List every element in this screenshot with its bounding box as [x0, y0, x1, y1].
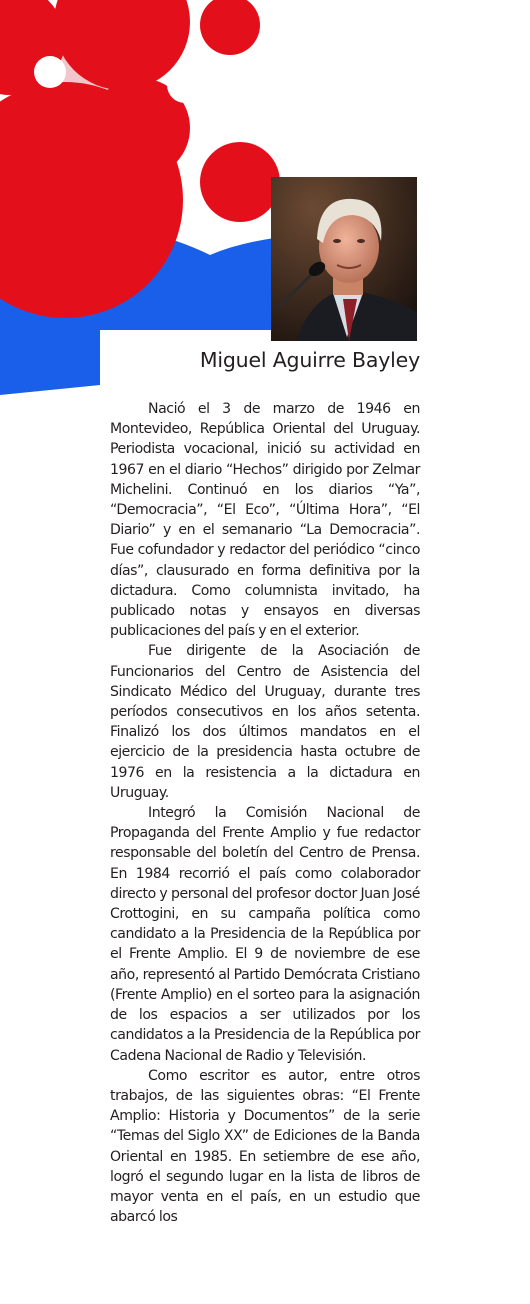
red-circle-right: [200, 142, 280, 222]
person-name: Miguel Aguirre Bayley: [199, 348, 420, 372]
white-bubble-1: [34, 56, 66, 88]
red-circle-small: [200, 0, 260, 55]
bio-paragraph-2: Fue dirigente de la Asociación de Funcionarios del Centro de Asistencia del Sindicato Médico del Uruguay, durante tres períodos consecutivos en los años setenta. Finalizó los dos últimos mandatos en el ejercicio de la presidencia hasta octubre de 1976 en la resistencia a la dictadura en Uruguay.: [110, 643, 420, 801]
biography-text: [110, 399, 420, 1227]
decorative-circles: [0, 0, 530, 400]
bio-paragraph-1: Nació el 3 de marzo de 1946 en Montevideo, República Oriental del Uruguay. Periodista vocacional, inició su actividad en 1967 en el diario “Hechos” dirigido por Zelmar Michelini. Continuó en los diarios “Ya”, “Democracia”, “El Eco”, “Última Hora”, “El Diario” y en el semanario “La Democracia”. Fue cofundador y redactor del periódico “cinco días”, clausurado en forma definitiva por la dictadura. Como columnista invitado, ha publicado notas y ensayos en diversas publicaciones del país y en el exterior.: [110, 401, 420, 640]
bio-paragraph-3: Integró la Comisión Nacional de Propaganda del Frente Amplio y fue redactor responsable del boletín del Centro de Prensa. En 1984 recorrió el país como colaborador directo y personal del profesor doctor Juan José Crottogini, en su campaña política como candidato a la Presidencia de la República por el Frente Amplio. El 9 de noviembre de ese año, representó al Partido Demócrata Cristiano (Frente Amplio) en el sorteo para la asignación de los espacios a ser utilizados por los candidatos a la Presidencia de la República por Cadena Nacional de Radio y Televisión.: [110, 805, 420, 1064]
portrait-photo: [271, 177, 417, 341]
bio-paragraph-4: Como escritor es autor, entre otros trabajos, de las siguientes obras: “El Frente Amplio: Historia y Documentos” de la serie “Temas del Siglo XX” de Ediciones de la Banda Oriental en 1985. En setiembre de ese año, logró el segundo lugar en la lista de libros de mayor venta en el país, en un estudio que abarcó los: [110, 1067, 420, 1226]
white-bubble-2: [167, 67, 203, 103]
portrait-photo-icon: [271, 177, 417, 341]
